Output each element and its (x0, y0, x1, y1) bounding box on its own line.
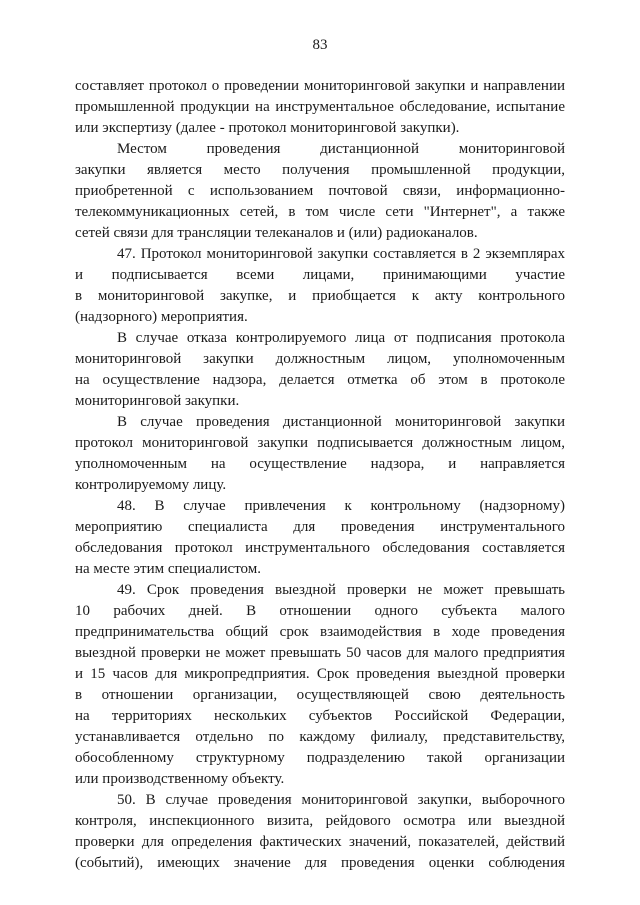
text-line: выездной проверки не может превышать 50 часов для малого предприятия (75, 645, 565, 661)
text-line: (надзорного) мероприятия. (75, 309, 248, 325)
text-line: приобретенной с использованием почтовой связи, информационно- (75, 183, 565, 199)
text-line: 49. Срок проведения выездной проверки не может превышать (117, 582, 565, 598)
text-line: телекоммуникационных сетей, в том числе сети "Интернет", а также (75, 204, 565, 220)
text-line: В случае проведения дистанционной мониторинговой закупки (117, 414, 565, 430)
text-line: и 15 часов для микропредприятия. Срок проведения выездной проверки (75, 666, 565, 682)
text-line: (событий), имеющих значение для проведения оценки соблюдения (75, 855, 565, 871)
text-line: контроля, инспекционного визита, рейдового осмотра или выездной (75, 813, 565, 829)
text-line: на территориях нескольких субъектов Российской Федерации, (75, 708, 565, 724)
text-line: контролируемому лицу. (75, 477, 227, 493)
text-line: проверки для определения фактических значений, показателей, действий (75, 834, 565, 850)
text-line: Местом проведения дистанционной мониторинговой (117, 141, 565, 157)
text-line: мониторинговой закупки должностным лицом, уполномоченным (75, 351, 565, 367)
document-body (75, 76, 565, 874)
text-line: мониторинговой закупки. (75, 393, 240, 409)
text-line: сетей связи для трансляции телеканалов и (или) радиоканалов. (75, 225, 478, 241)
text-line: составляет протокол о проведении мониторинговой закупки и направлении (75, 78, 565, 94)
text-line: 47. Протокол мониторинговой закупки составляется в 2 экземплярах (117, 246, 565, 262)
text-line: предпринимательства общий срок взаимодействия в ходе проведения (75, 624, 565, 640)
text-line: протокол мониторинговой закупки подписывается должностным лицом, (75, 435, 565, 451)
text-line: устанавливается отдельно по каждому филиалу, представительству, (75, 729, 565, 745)
text-line: В случае отказа контролируемого лица от подписания протокола (117, 330, 565, 346)
text-line: 10 рабочих дней. В отношении одного субъекта малого (75, 603, 565, 619)
text-line: 50. В случае проведения мониторинговой закупки, выборочного (117, 792, 565, 808)
text-line: на месте этим специалистом. (75, 561, 262, 577)
text-line: уполномоченным на осуществление надзора, и направляется (75, 456, 565, 472)
text-line: мероприятию специалиста для проведения инструментального (75, 519, 565, 535)
text-line: 48. В случае привлечения к контрольному (надзорному) (117, 498, 565, 514)
text-line: закупки является место получения промышленной продукции, (75, 162, 565, 178)
text-line: промышленной продукции на инструментальное обследование, испытание (75, 99, 565, 115)
text-line: обследования протокол инструментального обследования составляется (75, 540, 565, 556)
text-line: и подписывается всеми лицами, принимающими участие (75, 267, 565, 283)
text-line: обособленному структурному подразделению такой организации (75, 750, 565, 766)
text-line: или производственному объекту. (75, 771, 285, 787)
page-number: 83 (312, 37, 328, 53)
text-line: на осуществление надзора, делается отметка об этом в протоколе (75, 372, 565, 388)
text-line: в отношении организации, осуществляющей свою деятельность (75, 687, 565, 703)
text-line: в мониторинговой закупке, и приобщается к акту контрольного (75, 288, 565, 304)
text-line: или экспертизу (далее - протокол мониторинговой закупки). (75, 120, 460, 136)
